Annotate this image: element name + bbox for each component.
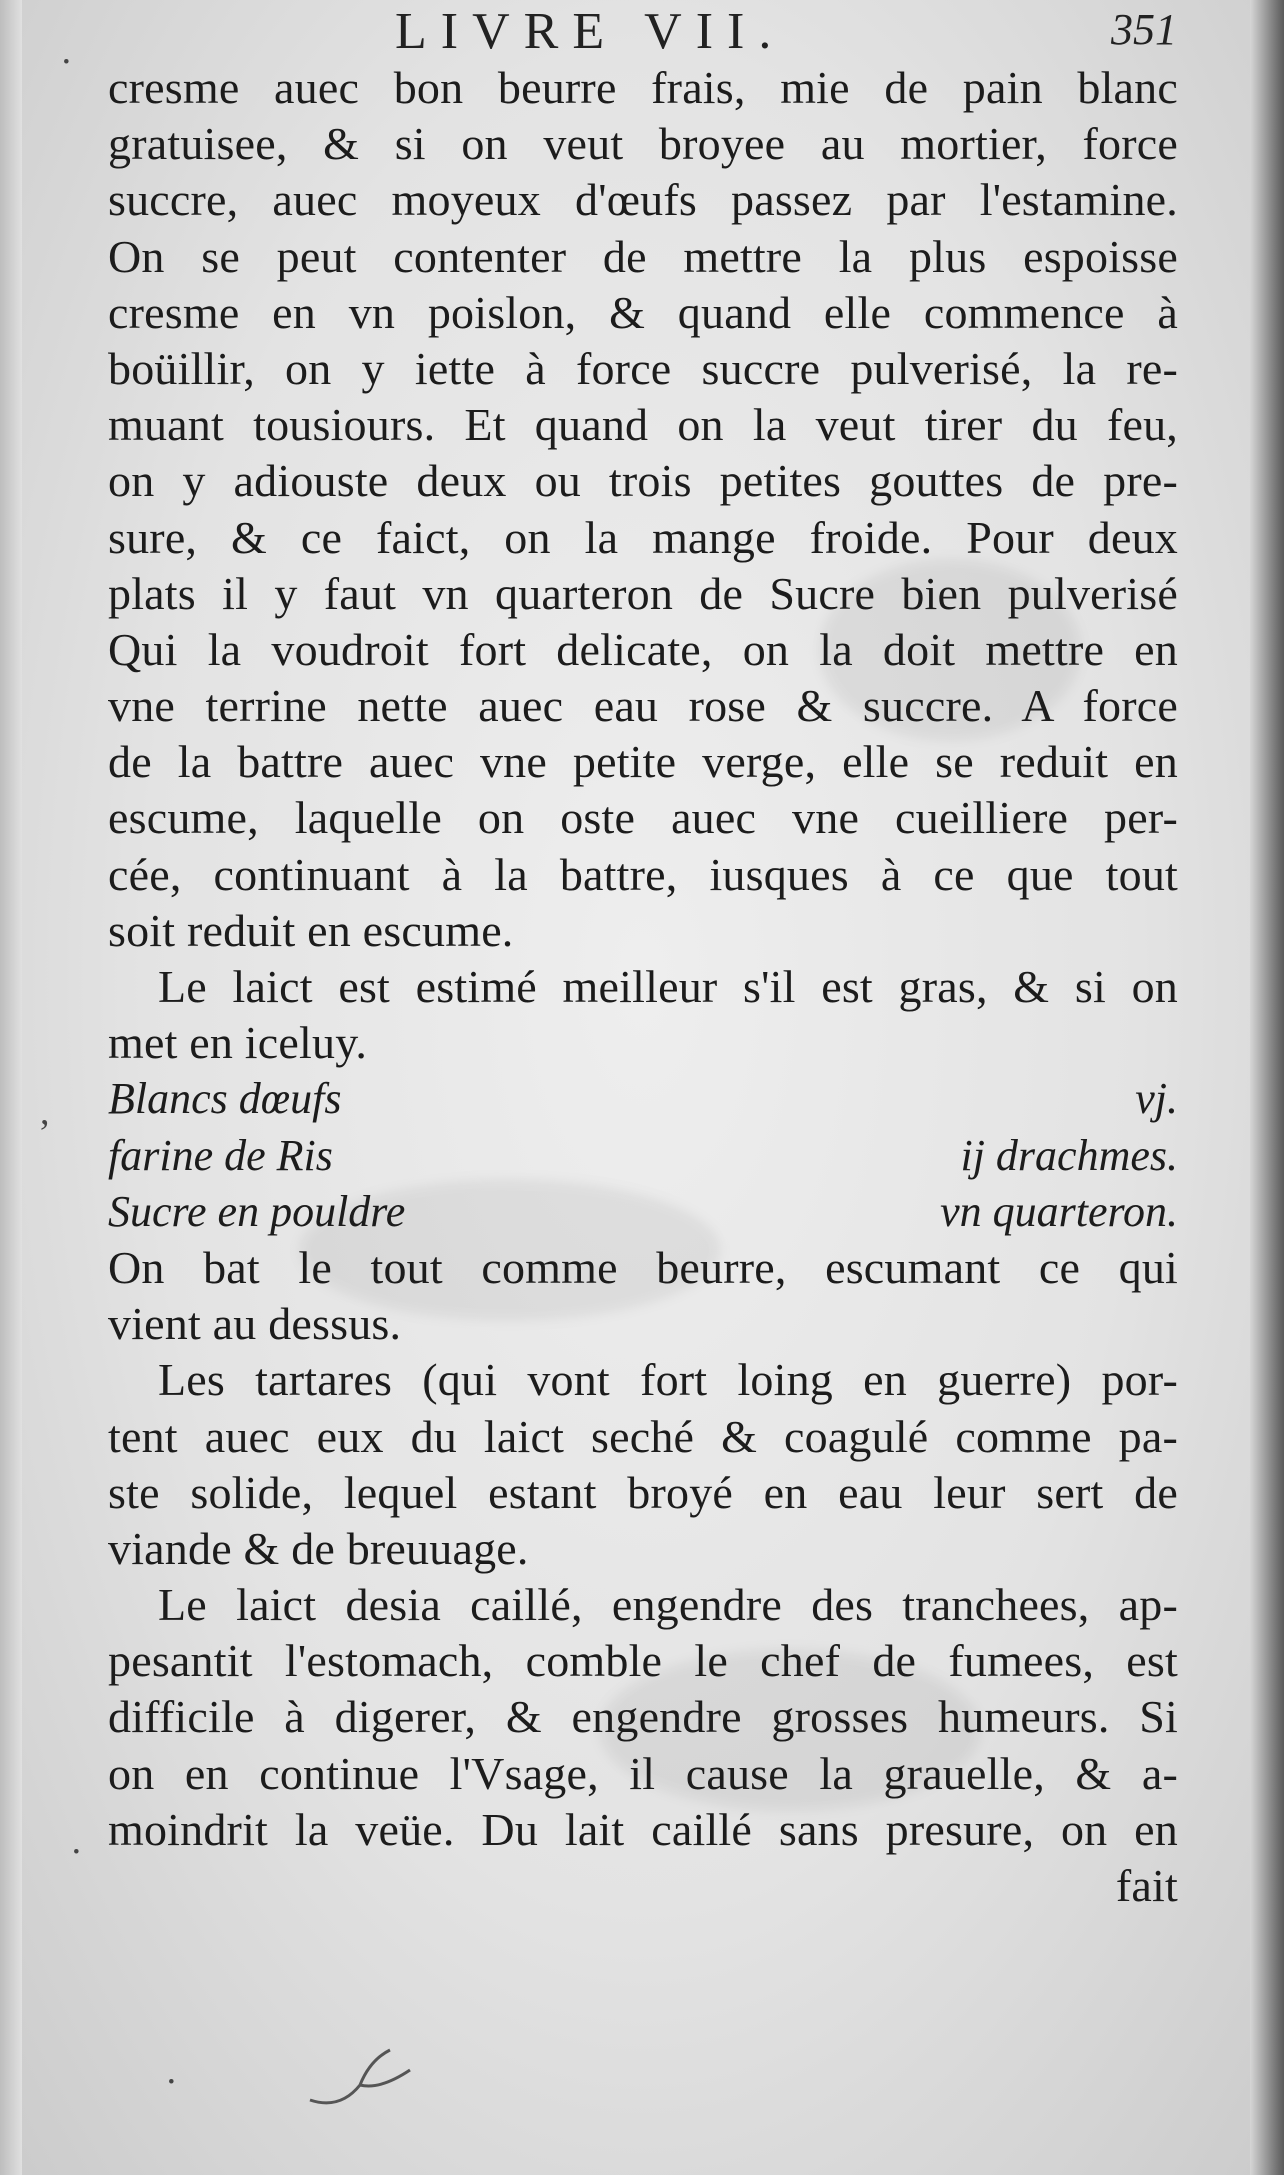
text-line: succre, auec moyeux d'œufs passez par l'estamine. — [108, 174, 1178, 226]
text-line: moindrit la veüe. Du lait caillé sans presure, on en — [108, 1803, 1178, 1855]
recipe-ingredient: Blancs dœufs — [108, 1074, 342, 1124]
text-line: pesantit l'estomach, comble le chef de fumees, est — [108, 1635, 1178, 1687]
margin-mark: · — [60, 41, 73, 83]
margin-mark: , — [40, 1091, 50, 1133]
text-line: vne terrine nette auec eau rose & succre. A force — [108, 680, 1178, 732]
text-line: soit reduit en escume. — [108, 904, 514, 956]
text-line: gratuisee, & si on veut broyee au mortier, force — [108, 118, 1178, 170]
text-line: plats il y faut vn quarteron de Sucre bien pulverisé — [108, 567, 1178, 619]
paragraph-start: Les tartares (qui vont fort loing en guerre) por- — [158, 1354, 1178, 1406]
recipe-quantity: ij drachmes. — [960, 1130, 1178, 1180]
text-line: met en iceluy. — [108, 1017, 368, 1069]
paragraph-start: Le laict est estimé meilleur s'il est gras, & si on — [158, 961, 1178, 1012]
text-line: muant tousiours. Et quand on la veut tirer du feu, — [108, 399, 1178, 451]
body-text — [108, 60, 1178, 1914]
recipe-row — [108, 1184, 1178, 1240]
text-line: difficile à digerer, & engendre grosses humeurs. Si — [108, 1691, 1178, 1743]
text-line: cée, continuant à la battre, iusques à ce que tout — [108, 848, 1178, 900]
recipe-quantity: vn quarteron. — [940, 1186, 1178, 1236]
text-line: cresme auec bon beurre frais, mie de pain blanc — [108, 62, 1178, 113]
text-line: escume, laquelle on oste auec vne cueilliere per- — [108, 792, 1178, 844]
text-line: On bat le tout comme beurre, escumant ce qui — [108, 1241, 1178, 1293]
catchword: fait — [1115, 1860, 1178, 1911]
text-line: on y adiouste deux ou trois petites gouttes de pre- — [108, 455, 1178, 507]
text-line: cresme en vn poislon, & quand elle commence à — [108, 286, 1178, 338]
text-line: sure, & ce faict, on la mange froide. Pour deux — [108, 511, 1178, 563]
text-line: tent auec eux du laict seché & coagulé comme pa- — [108, 1410, 1178, 1462]
recipe-ingredient: farine de Ris — [108, 1130, 333, 1180]
paragraph-start: Le laict desia caillé, engendre des tranchees, ap- — [158, 1579, 1178, 1631]
text-line: boüillir, on y iette à force succre pulverisé, la re- — [108, 342, 1178, 394]
text-line: Qui la voudroit fort delicate, on la doit mettre en — [108, 623, 1178, 675]
page-left-edge — [0, 0, 22, 2175]
text-line: vient au dessus. — [108, 1298, 402, 1350]
margin-mark: · — [165, 2061, 178, 2103]
page-gutter-shadow — [1250, 0, 1284, 2175]
recipe-row — [108, 1071, 1178, 1127]
text-line: de la battre auec vne petite verge, elle se reduit en — [108, 736, 1178, 788]
page-header — [395, 0, 1195, 62]
text-line: on en continue l'Vsage, il cause la grauelle, & a- — [108, 1747, 1178, 1799]
ink-flourish — [300, 2030, 440, 2120]
recipe-row — [108, 1128, 1178, 1184]
running-title: LIVRE VII. — [395, 3, 786, 60]
text-line: ste solide, lequel estant broyé en eau leur sert de — [108, 1466, 1178, 1518]
text-line: On se peut contenter de mettre la plus espoisse — [108, 230, 1178, 282]
recipe-ingredient: Sucre en pouldre — [108, 1186, 406, 1236]
page-number: 351 — [1111, 5, 1177, 54]
margin-mark: · — [70, 1831, 83, 1873]
text-line: viande & de breuuage. — [108, 1522, 529, 1574]
recipe-quantity: vj. — [1135, 1074, 1178, 1124]
